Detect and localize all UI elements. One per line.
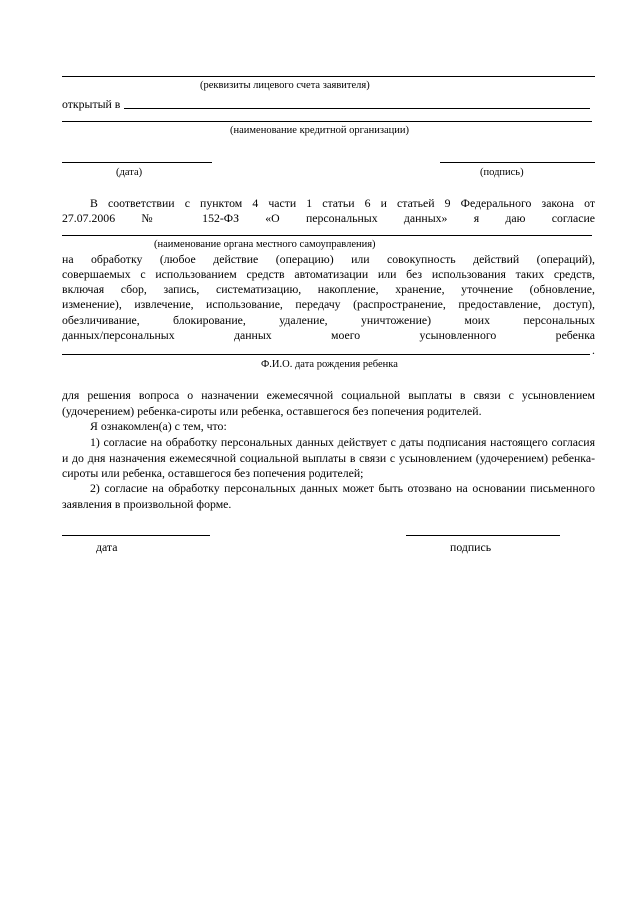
processing-line-4: изменение), извлечение, использование, передачу (распространение, предоставление, доступ), xyxy=(62,297,595,311)
processing-line-3: включая сбор, запись, систематизацию, накопление, хранение, уточнение (обновление, xyxy=(62,282,595,296)
signature-line-bottom[interactable] xyxy=(406,535,560,536)
consent-intro-line1: В соответствии с пунктом 4 части 1 статьи 6 и статьей 9 Федерального закона от xyxy=(90,196,595,210)
opened-at-line[interactable] xyxy=(124,108,590,109)
account-requisites-caption: (реквизиты лицевого счета заявителя) xyxy=(200,80,370,91)
consent-intro-line2: 27.07.2006 № 152-ФЗ «О персональных данных» я даю согласие xyxy=(62,211,595,225)
authority-caption: (наименование органа местного самоуправления) xyxy=(154,239,376,250)
child-name-line[interactable] xyxy=(62,354,590,355)
trailing-dot: . xyxy=(592,343,595,357)
authority-name-line[interactable] xyxy=(62,235,592,236)
date-line-bottom[interactable] xyxy=(62,535,210,536)
processing-line-1: на обработку (любое действие (операцию) или совокупность действий (операций), xyxy=(62,252,595,266)
processing-line-5: обезличивание, блокирование, удаление, уничтожение) моих персональных xyxy=(62,313,595,327)
date-label-bottom: дата xyxy=(96,540,118,554)
acknowledged-text: Я ознакомлен(а) с тем, что: xyxy=(90,419,227,433)
opened-at-label: открытый в xyxy=(62,97,121,111)
purpose-paragraph: для решения вопроса о назначении ежемесячной социальной выплаты в связи с усыновлением (удочерением) ребенка-сироты или ребенка, оставшегося без попечения родителей. xyxy=(62,388,595,418)
signature-label-bottom: подпись xyxy=(450,540,492,554)
bank-name-line[interactable] xyxy=(62,121,592,122)
account-requisites-line[interactable] xyxy=(62,76,595,77)
signature-line-top[interactable] xyxy=(440,162,595,163)
consent-item-2: 2) согласие на обработку персональных данных может быть отозвано на основании письменного заявления в произвольной форме. xyxy=(62,481,595,511)
bank-name-caption: (наименование кредитной организации) xyxy=(230,125,409,136)
signature-caption-top: (подпись) xyxy=(480,167,524,178)
date-line-top[interactable] xyxy=(62,162,212,163)
processing-line-2: совершаемых с использованием средств автоматизации или без использования таких средств, xyxy=(62,267,595,281)
child-caption: Ф.И.О. дата рождения ребенка xyxy=(261,359,398,370)
date-caption-top: (дата) xyxy=(116,167,143,178)
consent-item-1: 1) согласие на обработку персональных данных действует с даты подписания настоящего согласия и до дня назначения ежемесячной социальной выплаты в связи с усыновлением (удочерением) ребенка-сироты или ребенка, оставшегося без попечения родителей; xyxy=(62,435,595,481)
processing-line-6: данных/персональных данных моего усыновленного ребенка xyxy=(62,328,595,342)
